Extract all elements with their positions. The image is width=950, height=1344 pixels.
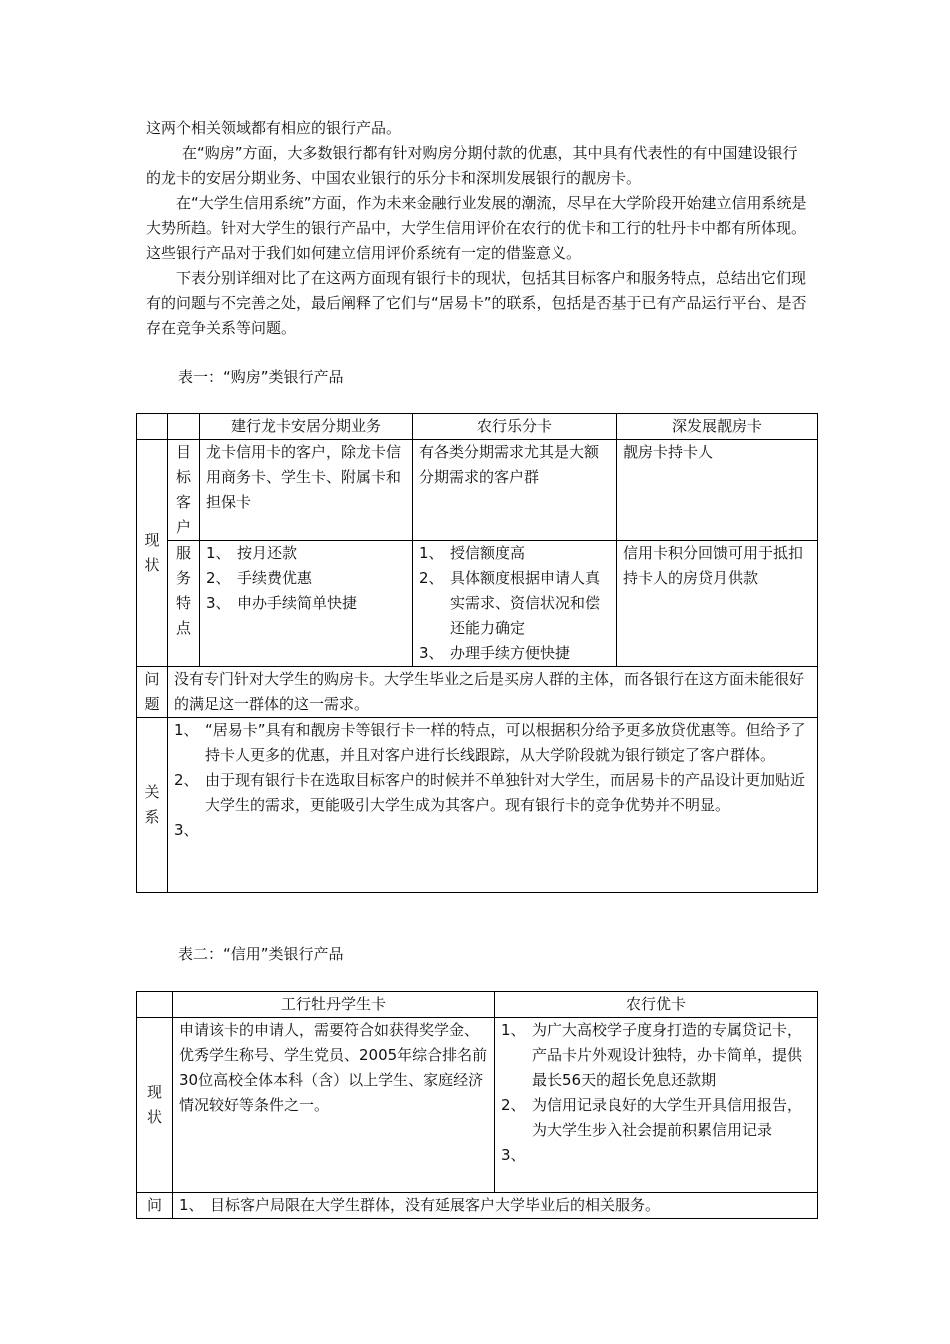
header-abc-youka: 农行优卡 [495, 992, 818, 1018]
header-icbc: 工行牡丹学生卡 [173, 992, 495, 1018]
table1-service-row [137, 541, 818, 667]
list-item: 1、 “居易卡”具有和靓房卡等银行卡一样的特点，可以根据积分给予更多放贷优惠等。但给予了持卡人更多的优惠，并且对客户进行长线跟踪，从大学阶段就为银行锁定了客户群体。 [174, 721, 806, 764]
service-sdb: 信用卡积分回馈可用于抵扣持卡人的房贷月供款 [617, 541, 818, 667]
table2-status-row [137, 1018, 818, 1193]
table-credit-products [136, 991, 818, 1219]
paragraph-summary: 下表分别详细对比了在这两方面现有银行卡的现状，包括其目标客户和服务特点，总结出它们现有的问题与不完善之处，最后阐释了它们与“居易卡”的联系，包括是否基于已有产品运行平台、是否存在竞争关系等问题。 [146, 269, 807, 337]
target-sdb: 靓房卡持卡人 [617, 440, 818, 541]
list-item: 1、 目标客户局限在大学生群体，没有延展客户大学毕业后的相关服务。 [179, 1196, 661, 1214]
table1-target-row [137, 440, 818, 541]
header-ccb: 建行龙卡安居分期业务 [200, 414, 413, 440]
table2-problem-row [137, 1193, 818, 1219]
list-item: 2、 由于现有银行卡在选取目标客户的时候并不单独针对大学生，而居易卡的产品设计更加贴近大学生的需求，更能吸引大学生成为其客户。现有银行卡的竞争优势并不明显。 [174, 771, 806, 814]
list-item: 2、 手续费优惠 [206, 569, 313, 587]
list-item: 3、 办理手续方便快捷 [419, 644, 571, 662]
paragraph-1: 这两个相关领域都有相应的银行产品。 [146, 119, 402, 137]
table2-caption: 表二：“信用”类银行产品 [178, 945, 344, 963]
list-item: 3、 申办手续简单快捷 [206, 594, 358, 612]
problem-label: 问题 [144, 670, 160, 713]
status-label-cell [137, 1018, 173, 1193]
table1-relation-row [137, 718, 818, 893]
table1-problem-row [137, 667, 818, 718]
service-ccb [200, 541, 413, 667]
relation-label: 关系 [144, 783, 160, 826]
relation-text: 1、 “居易卡”具有和靓房卡等银行卡一样的特点，可以根据积分给予更多放贷优惠等。但给予了持卡人更多的优惠，并且对客户进行长线跟踪，从大学阶段就为银行锁定了客户群体。 2、 由于现有银行卡在选取目标客户的时候并不单独针对大学生，而居易卡的产品设计更加贴近大学生的需求，更能吸引大学生成为其客户。现有银行卡的竞争优势并不明显。 3、 [168, 718, 818, 893]
abc-status: 1、 为广大高校学子度身打造的专属贷记卡，产品卡片外观设计独特，办卡简单，提供最长56天的超长免息还款期 2、 为信用记录良好的大学生开具信用报告，为大学生步入社会提前积累信用记录 3、 [495, 1018, 818, 1193]
paragraph-housing: 在“购房”方面，大多数银行都有针对购房分期付款的优惠，其中具有代表性的有中国建设银行的龙卡的安居分期业务、中国农业银行的乐分卡和深圳发展银行的靓房卡。 [146, 144, 798, 187]
table2-header-row [137, 992, 818, 1018]
table1-caption: 表一：“购房”类银行产品 [178, 368, 344, 386]
service-abc [413, 541, 617, 667]
status-label-cell [137, 440, 168, 667]
table1-header-row [137, 414, 818, 440]
service-label: 服务特点 [176, 544, 192, 637]
header-abc: 农行乐分卡 [413, 414, 617, 440]
problem-label: 问 [147, 1196, 163, 1214]
table-housing-products [136, 413, 818, 893]
problem-label-cell [137, 1193, 173, 1219]
target-label: 目标客户 [176, 443, 192, 536]
status-label: 现状 [147, 1083, 163, 1126]
target-ccb: 龙卡信用卡的客户，除龙卡信用商务卡、学生卡、附属卡和担保卡 [200, 440, 413, 541]
list-item: 2、 为信用记录良好的大学生开具信用报告，为大学生步入社会提前积累信用记录 [501, 1096, 803, 1139]
list-item: 1、 按月还款 [206, 544, 298, 562]
list-item: 1、 为广大高校学子度身打造的专属贷记卡，产品卡片外观设计独特，办卡简单，提供最长56天的超长免息还款期 [501, 1021, 803, 1089]
problem-text [173, 1193, 818, 1219]
problem-text: 没有专门针对大学生的购房卡。大学生毕业之后是买房人群的主体，而各银行在这方面未能很好的满足这一群体的这一需求。 [168, 667, 818, 718]
target-label-cell [168, 440, 200, 541]
problem-label-cell [137, 667, 168, 718]
service-label-cell [168, 541, 200, 667]
list-item: 1、 授信额度高 [419, 544, 526, 562]
target-abc: 有各类分期需求尤其是大额分期需求的客户群 [413, 440, 617, 541]
list-item: 2、 具体额度根据申请人真实需求、资信状况和偿还能力确定 [419, 569, 601, 637]
icbc-status: 申请该卡的申请人，需要符合如获得奖学金、优秀学生称号、学生党员、2005年综合排名前30位高校全体本科（含）以上学生、家庭经济情况较好等条件之一。 [173, 1018, 495, 1193]
status-label: 现状 [144, 531, 160, 574]
header-sdb: 深发展靓房卡 [617, 414, 818, 440]
relation-label-cell [137, 718, 168, 893]
paragraph-credit: 在“大学生信用系统”方面，作为未来金融行业发展的潮流，尽早在大学阶段开始建立信用系统是大势所趋。针对大学生的银行产品中，大学生信用评价在农行的优卡和工行的牡丹卡中都有所体现。这些银行产品对于我们如何建立信用评价系统有一定的借鉴意义。 [146, 194, 807, 262]
